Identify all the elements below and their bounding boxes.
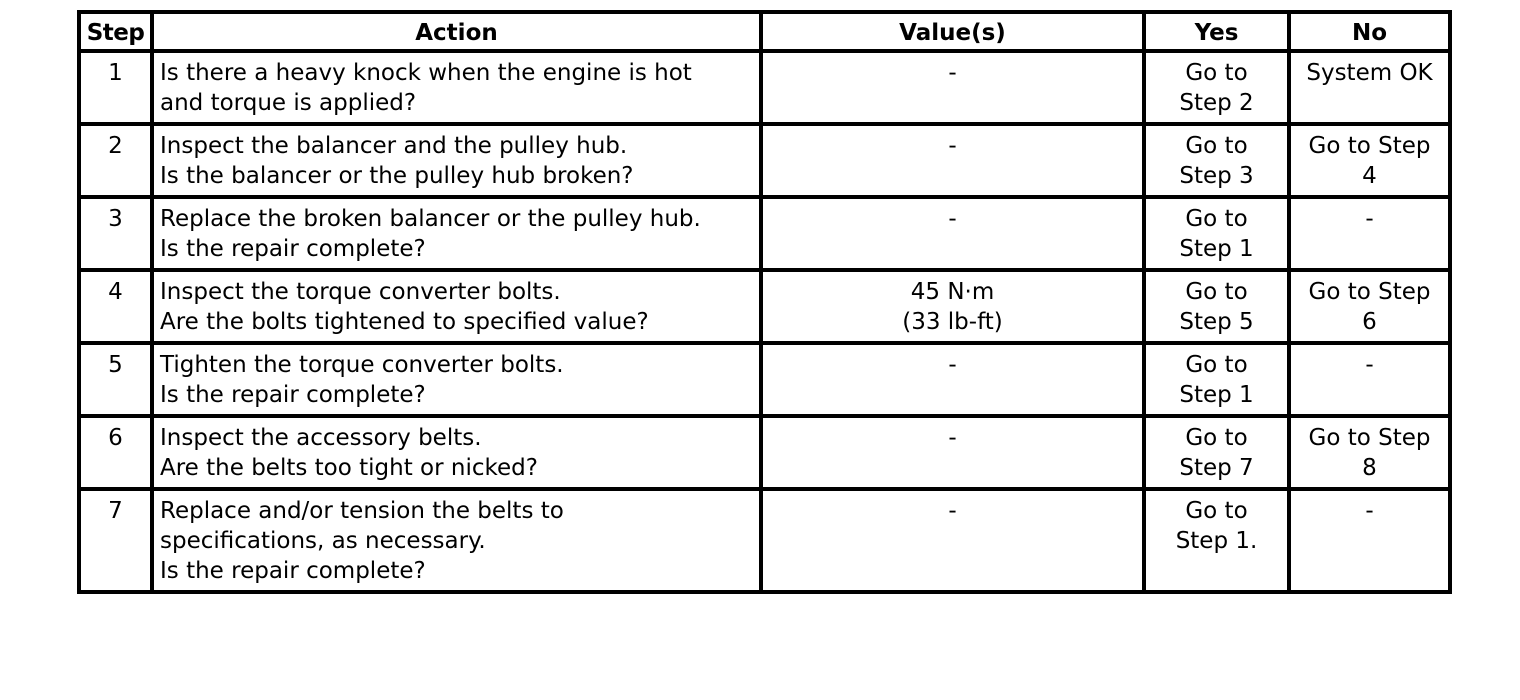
action-cell-line: Inspect the torque converter bolts. — [160, 279, 561, 305]
no-cell-line: Go to Step — [1308, 279, 1431, 305]
value-cell-line: - — [948, 352, 957, 378]
action-cell — [152, 197, 761, 270]
value-cell — [761, 51, 1144, 124]
yes-cell-line: Go to — [1185, 498, 1248, 524]
no-cell — [1289, 270, 1450, 343]
action-cell — [152, 416, 761, 489]
value-cell — [761, 124, 1144, 197]
no-cell-line: Go to Step — [1308, 425, 1431, 451]
action-cell-line: specifications, as necessary. — [160, 528, 486, 554]
no-cell-line: - — [1365, 352, 1374, 378]
value-cell-line: (33 lb-ft) — [902, 309, 1003, 335]
header-yes: Yes — [1144, 12, 1289, 51]
step-number-cell: 3 — [79, 197, 152, 270]
table-header-row — [79, 12, 1450, 51]
yes-cell-line: Go to — [1185, 352, 1248, 378]
action-cell-line: Replace the broken balancer or the pulley hub. — [160, 206, 701, 232]
table-row — [79, 416, 1450, 489]
yes-cell-line: Step 1 — [1179, 382, 1254, 408]
action-cell-line: Is the repair complete? — [160, 382, 426, 408]
value-cell — [761, 489, 1144, 592]
yes-cell-line: Step 7 — [1179, 455, 1254, 481]
step-number-cell: 2 — [79, 124, 152, 197]
yes-cell-line: Go to — [1185, 206, 1248, 232]
action-cell — [152, 343, 761, 416]
value-cell — [761, 270, 1144, 343]
yes-cell-line: Step 1. — [1175, 528, 1258, 554]
table-body — [79, 51, 1450, 592]
action-cell-line: Is the balancer or the pulley hub broken? — [160, 163, 634, 189]
action-cell-line: Inspect the balancer and the pulley hub. — [160, 133, 628, 159]
action-cell-line: Are the bolts tightened to specified value? — [160, 309, 649, 335]
action-cell — [152, 51, 761, 124]
yes-cell-line: Go to — [1185, 133, 1248, 159]
yes-cell — [1144, 343, 1289, 416]
yes-cell — [1144, 270, 1289, 343]
step-number-cell: 6 — [79, 416, 152, 489]
value-cell-line: - — [948, 498, 957, 524]
no-cell-line: System OK — [1306, 60, 1433, 86]
yes-cell-line: Go to — [1185, 425, 1248, 451]
action-cell-line: Tighten the torque converter bolts. — [160, 352, 564, 378]
action-cell-line: Is the repair complete? — [160, 236, 426, 262]
no-cell — [1289, 343, 1450, 416]
header-action: Action — [152, 12, 761, 51]
no-cell — [1289, 489, 1450, 592]
step-number-cell: 7 — [79, 489, 152, 592]
yes-cell-line: Go to — [1185, 279, 1248, 305]
table-row — [79, 343, 1450, 416]
value-cell — [761, 416, 1144, 489]
action-cell-line: and torque is applied? — [160, 90, 417, 116]
no-cell-line: 4 — [1362, 163, 1377, 189]
value-cell — [761, 197, 1144, 270]
no-cell — [1289, 124, 1450, 197]
yes-cell — [1144, 124, 1289, 197]
no-cell-line: - — [1365, 206, 1374, 232]
action-cell-line: Is the repair complete? — [160, 558, 426, 584]
yes-cell — [1144, 416, 1289, 489]
yes-cell-line: Step 3 — [1179, 163, 1254, 189]
table-row — [79, 270, 1450, 343]
value-cell-line: - — [948, 133, 957, 159]
yes-cell — [1144, 489, 1289, 592]
value-cell — [761, 343, 1144, 416]
value-cell-line: - — [948, 206, 957, 232]
no-cell — [1289, 416, 1450, 489]
yes-cell-line: Step 5 — [1179, 309, 1254, 335]
action-cell-line: Are the belts too tight or nicked? — [160, 455, 538, 481]
no-cell-line: - — [1365, 498, 1374, 524]
action-cell — [152, 124, 761, 197]
yes-cell-line: Step 2 — [1179, 90, 1254, 116]
yes-cell — [1144, 197, 1289, 270]
step-number-cell: 5 — [79, 343, 152, 416]
action-cell — [152, 489, 761, 592]
header-no: No — [1289, 12, 1450, 51]
no-cell — [1289, 51, 1450, 124]
no-cell-line: 8 — [1362, 455, 1377, 481]
value-cell-line: 45 N·m — [910, 279, 995, 305]
diagnostic-table — [77, 10, 1452, 594]
no-cell — [1289, 197, 1450, 270]
value-cell-line: - — [948, 60, 957, 86]
step-number-cell: 4 — [79, 270, 152, 343]
header-step: Step — [79, 12, 152, 51]
yes-cell-line: Go to — [1185, 60, 1248, 86]
action-cell-line: Replace and/or tension the belts to — [160, 498, 564, 524]
action-cell-line: Is there a heavy knock when the engine is hot — [160, 60, 692, 86]
table-row — [79, 197, 1450, 270]
step-number-cell: 1 — [79, 51, 152, 124]
table-row — [79, 51, 1450, 124]
table-row — [79, 489, 1450, 592]
action-cell — [152, 270, 761, 343]
value-cell-line: - — [948, 425, 957, 451]
no-cell-line: Go to Step — [1308, 133, 1431, 159]
yes-cell — [1144, 51, 1289, 124]
no-cell-line: 6 — [1362, 309, 1377, 335]
yes-cell-line: Step 1 — [1179, 236, 1254, 262]
header-values: Value(s) — [761, 12, 1144, 51]
action-cell-line: Inspect the accessory belts. — [160, 425, 482, 451]
table-row — [79, 124, 1450, 197]
